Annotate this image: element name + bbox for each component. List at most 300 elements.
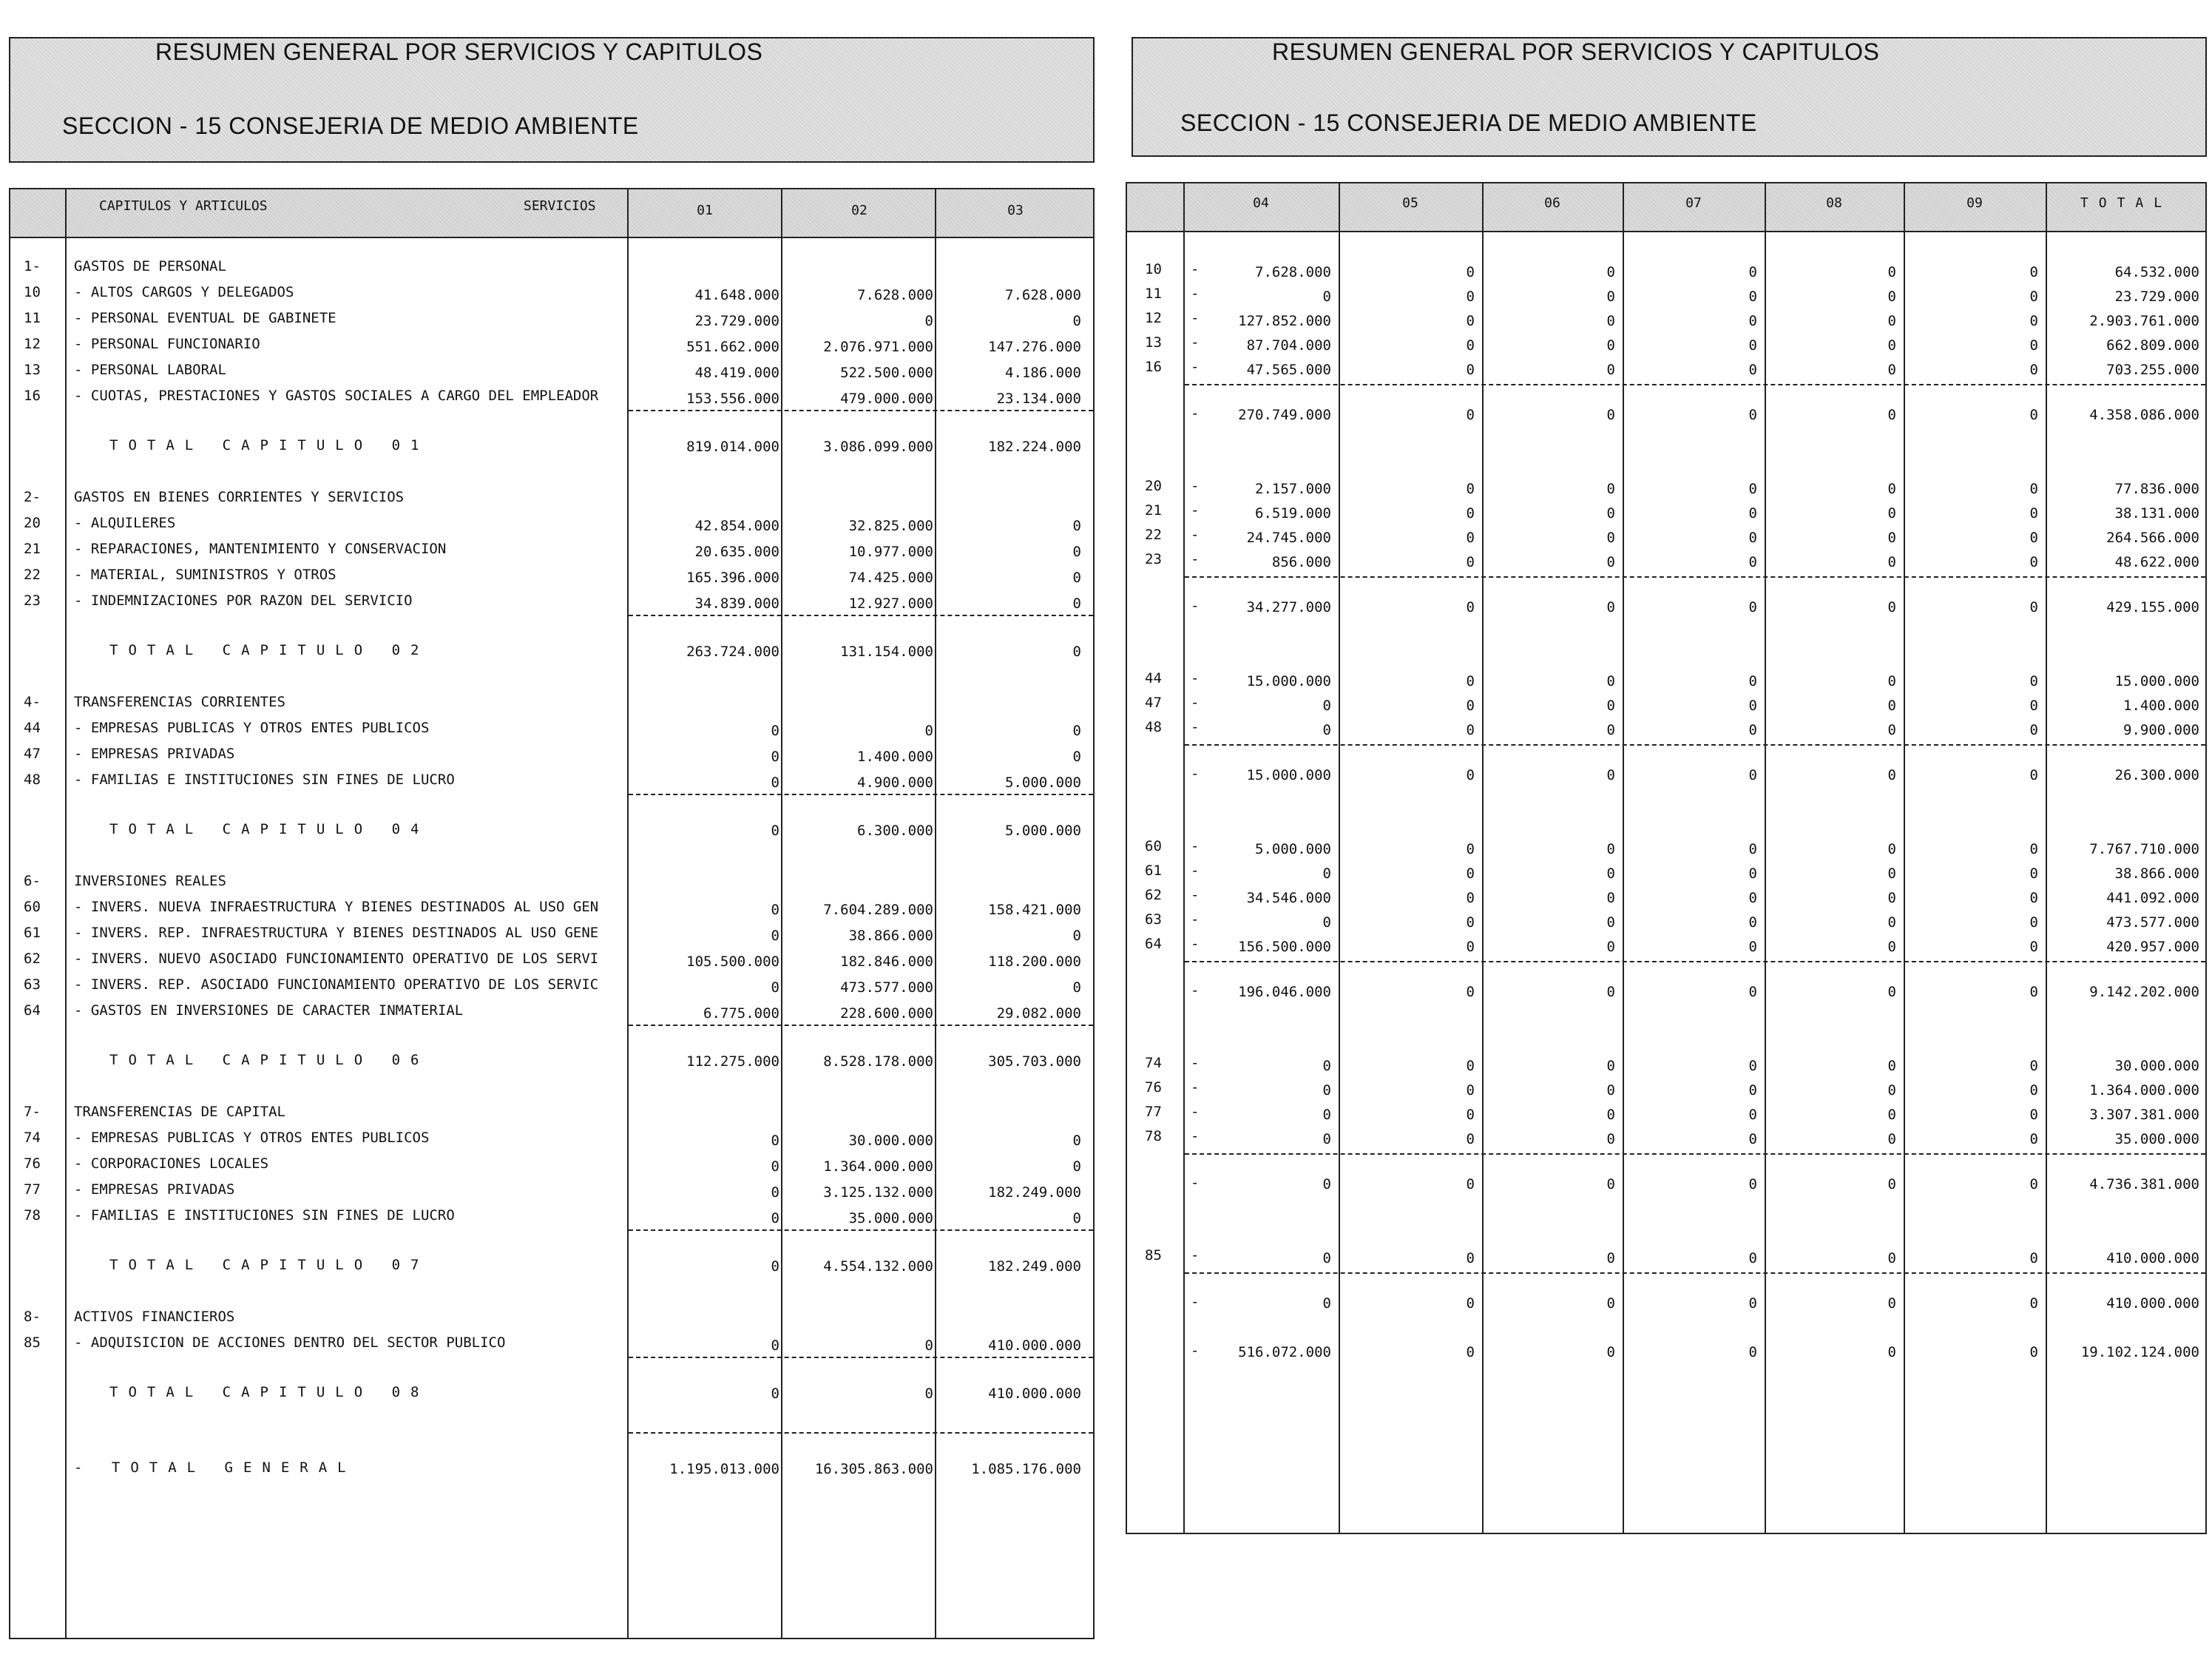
right-row-code: 12 — [1145, 310, 1162, 326]
right-total-value: 429.155.000 — [2106, 599, 2199, 615]
right-header-col: 09 — [1966, 195, 1983, 211]
left-row-value: 118.200.000 — [988, 954, 1081, 970]
right-row-value: 0 — [1748, 313, 1757, 329]
right-row-value: 0 — [1466, 865, 1475, 882]
right-total-dash: - — [1191, 598, 1200, 614]
left-row-label: - PERSONAL LABORAL — [74, 362, 226, 378]
right-total-value: 516.072.000 — [1238, 1344, 1331, 1360]
left-row-label: - ALQUILERES — [74, 515, 176, 531]
left-subtotal-rule — [629, 410, 1093, 411]
right-row-value: 38.131.000 — [2114, 505, 2199, 522]
right-row-value: 35.000.000 — [2114, 1131, 2199, 1147]
left-row-value: 38.866.000 — [848, 928, 933, 944]
right-total-dash: - — [1191, 766, 1200, 782]
left-table — [9, 188, 1095, 1639]
left-row-label: - INVERS. REP. INFRAESTRUCTURA Y BIENES DESTINADOS AL USO GENE — [74, 925, 599, 941]
left-row-value: 6.775.000 — [703, 1005, 779, 1022]
right-row-dash: - — [1191, 334, 1200, 351]
right-row-value: 0 — [1606, 1107, 1615, 1123]
right-total-dash: - — [1191, 982, 1200, 999]
right-row-value: 0 — [1606, 264, 1615, 280]
left-row-value: 153.556.000 — [686, 391, 779, 407]
right-total-value: 0 — [1748, 407, 1757, 423]
right-row-value: 0 — [1748, 288, 1757, 305]
right-row-dash: - — [1191, 1104, 1200, 1120]
left-row-code: 7- — [24, 1104, 41, 1120]
right-total-dash: - — [1191, 1294, 1200, 1310]
right-row-value: 0 — [1748, 1058, 1757, 1074]
right-row-dash: - — [1191, 478, 1200, 494]
left-total-value: 0 — [771, 823, 779, 839]
right-row-value: 0 — [1466, 914, 1475, 931]
left-row-value: 0 — [1072, 1158, 1081, 1175]
left-row-code: 63 — [24, 976, 41, 993]
right-row-value: 0 — [1606, 939, 1615, 955]
left-total-value: 1.195.013.000 — [669, 1461, 779, 1477]
left-row-code: 62 — [24, 951, 41, 967]
right-header-col: 07 — [1685, 195, 1702, 211]
right-header-col: 05 — [1402, 195, 1418, 211]
right-subtotal-rule — [1185, 576, 2205, 578]
left-row-value: 551.662.000 — [686, 339, 779, 355]
left-row-value: 74.425.000 — [848, 570, 933, 586]
right-row-value: 0 — [2029, 264, 2038, 280]
right-row-value: 87.704.000 — [1246, 337, 1331, 354]
right-row-value: 0 — [2029, 362, 2038, 378]
left-row-code: 21 — [24, 541, 41, 557]
left-row-value: 41.648.000 — [694, 287, 779, 303]
left-total-label: TOTAL CAPITULO 01 — [109, 437, 430, 453]
left-row-value: 0 — [1072, 570, 1081, 586]
right-row-dash: - — [1191, 1055, 1200, 1071]
left-row-value: 0 — [1072, 928, 1081, 944]
right-row-value: 0 — [1887, 313, 1896, 329]
right-row-value: 0 — [2029, 1250, 2038, 1266]
left-row-value: 23.134.000 — [996, 391, 1081, 407]
left-total-label: - TOTAL GENERAL — [74, 1459, 356, 1476]
right-row-value: 0 — [1466, 673, 1475, 689]
left-row-label: GASTOS DE PERSONAL — [74, 258, 226, 274]
right-row-value: 38.866.000 — [2114, 865, 2199, 882]
left-row-code: 8- — [24, 1309, 41, 1325]
left-row-code: 64 — [24, 1002, 41, 1019]
left-row-value: 23.729.000 — [694, 313, 779, 329]
left-row-value: 0 — [1072, 518, 1081, 534]
header-servicios: SERVICIOS — [524, 198, 596, 214]
right-row-value: 0 — [2029, 865, 2038, 882]
right-total-value: 0 — [1887, 984, 1896, 1000]
right-row-value: 0 — [1606, 1250, 1615, 1266]
right-row-value: 0 — [1606, 841, 1615, 857]
right-total-value: 0 — [1606, 1295, 1615, 1312]
right-total-value: 0 — [1748, 599, 1757, 615]
left-row-value: 0 — [771, 1184, 779, 1201]
right-row-dash: - — [1191, 1247, 1200, 1263]
right-row-code: 22 — [1145, 527, 1162, 543]
right-row-value: 0 — [1606, 865, 1615, 882]
right-total-value: 0 — [2029, 1344, 2038, 1360]
left-row-label: - INDEMNIZACIONES POR RAZON DEL SERVICIO — [74, 593, 413, 609]
right-row-dash: - — [1191, 359, 1200, 375]
left-row-value: 29.082.000 — [996, 1005, 1081, 1022]
left-divider-02 — [781, 189, 782, 1638]
right-row-value: 7.628.000 — [1255, 264, 1331, 280]
left-row-value: 522.500.000 — [840, 365, 933, 381]
left-row-value: 0 — [1072, 723, 1081, 739]
left-total-value: 4.554.132.000 — [823, 1258, 933, 1275]
right-row-value: 0 — [2029, 337, 2038, 354]
right-row-value: 0 — [2029, 1058, 2038, 1074]
right-row-value: 0 — [2029, 288, 2038, 305]
right-row-value: 0 — [1322, 914, 1331, 931]
right-total-value: 0 — [2029, 1176, 2038, 1192]
right-row-value: 0 — [2029, 722, 2038, 738]
left-total-value: 182.224.000 — [988, 439, 1081, 455]
left-row-code: 1- — [24, 258, 41, 274]
right-row-value: 1.364.000.000 — [2089, 1082, 2199, 1099]
left-row-value: 182.249.000 — [988, 1184, 1081, 1201]
left-row-value: 479.000.000 — [840, 391, 933, 407]
left-row-code: 12 — [24, 336, 41, 352]
right-total-dash: - — [1191, 1175, 1200, 1191]
left-subtotal-rule — [629, 1357, 1093, 1358]
right-row-value: 0 — [1887, 673, 1896, 689]
left-total-value: 3.086.099.000 — [823, 439, 933, 455]
left-total-value: 112.275.000 — [686, 1053, 779, 1070]
right-total-value: 0 — [1887, 407, 1896, 423]
right-total-value: 0 — [1606, 599, 1615, 615]
right-row-value: 64.532.000 — [2114, 264, 2199, 280]
right-subtotal-rule — [1185, 384, 2205, 385]
left-row-label: - EMPRESAS PRIVADAS — [74, 1181, 235, 1198]
right-row-value: 410.000.000 — [2106, 1250, 2199, 1266]
right-row-value: 0 — [1606, 288, 1615, 305]
left-total-label: TOTAL CAPITULO 02 — [109, 642, 430, 658]
right-row-value: 0 — [1466, 264, 1475, 280]
right-row-code: 78 — [1145, 1128, 1162, 1144]
right-total-value: 0 — [1748, 984, 1757, 1000]
right-total-value: 0 — [1887, 1344, 1896, 1360]
left-row-value: 4.900.000 — [857, 774, 933, 791]
right-row-dash: - — [1191, 286, 1200, 302]
left-row-value: 7.628.000 — [857, 287, 933, 303]
left-row-code: 60 — [24, 899, 41, 915]
right-row-dash: - — [1191, 719, 1200, 735]
left-row-code: 77 — [24, 1181, 41, 1198]
right-row-value: 0 — [1748, 554, 1757, 570]
right-row-value: 703.255.000 — [2106, 362, 2199, 378]
right-total-value: 0 — [1887, 599, 1896, 615]
left-row-value: 2.076.971.000 — [823, 339, 933, 355]
left-row-label: - CUOTAS, PRESTACIONES Y GASTOS SOCIALES A CARGO DEL EMPLEADOR — [74, 388, 599, 404]
header-col-02: 02 — [851, 203, 867, 218]
right-total-value: 0 — [1748, 1344, 1757, 1360]
right-row-value: 0 — [1748, 505, 1757, 522]
right-total-value: 0 — [1606, 1344, 1615, 1360]
left-row-value: 7.604.289.000 — [823, 902, 933, 918]
right-row-dash: - — [1191, 261, 1200, 277]
right-total-value: 0 — [1322, 1176, 1331, 1192]
right-row-value: 48.622.000 — [2114, 554, 2199, 570]
right-row-value: 0 — [1606, 1058, 1615, 1074]
right-divider-code — [1183, 183, 1185, 1533]
right-row-value: 0 — [1887, 530, 1896, 546]
left-row-label: - FAMILIAS E INSTITUCIONES SIN FINES DE LUCRO — [74, 1207, 455, 1224]
right-row-value: 0 — [1322, 1131, 1331, 1147]
left-row-value: 0 — [771, 1210, 779, 1226]
right-row-dash: - — [1191, 310, 1200, 326]
right-row-value: 0 — [2029, 505, 2038, 522]
right-row-value: 0 — [1322, 865, 1331, 882]
right-row-value: 0 — [1887, 1082, 1896, 1099]
left-total-value: 5.000.000 — [1005, 823, 1081, 839]
left-row-value: 32.825.000 — [848, 518, 933, 534]
left-total-value: 1.085.176.000 — [971, 1461, 1081, 1477]
right-row-value: 0 — [1887, 554, 1896, 570]
right-row-value: 0 — [1748, 264, 1757, 280]
left-row-value: 0 — [771, 902, 779, 918]
right-row-value: 0 — [1322, 698, 1331, 714]
right-row-value: 0 — [1606, 890, 1615, 906]
left-row-value: 35.000.000 — [848, 1210, 933, 1226]
right-seccion: SECCION - 15 CONSEJERIA DE MEDIO AMBIENTE — [1180, 109, 1757, 136]
right-total-value: 0 — [1466, 407, 1475, 423]
right-row-value: 7.767.710.000 — [2089, 841, 2199, 857]
right-row-value: 0 — [1466, 1058, 1475, 1074]
right-row-value: 156.500.000 — [1238, 939, 1331, 955]
right-row-value: 0 — [1606, 481, 1615, 497]
left-row-code: 48 — [24, 772, 41, 788]
left-row-value: 165.396.000 — [686, 570, 779, 586]
left-row-label: - ALTOS CARGOS Y DELEGADOS — [74, 284, 294, 300]
right-total-value: 410.000.000 — [2106, 1295, 2199, 1312]
right-row-code: 16 — [1145, 359, 1162, 375]
left-row-label: - INVERS. REP. ASOCIADO FUNCIONAMIENTO OPERATIVO DE LOS SERVIC — [74, 976, 599, 993]
right-row-value: 0 — [1887, 481, 1896, 497]
left-row-code: 6- — [24, 873, 41, 889]
right-row-value: 0 — [1748, 1131, 1757, 1147]
left-total-value: 8.528.178.000 — [823, 1053, 933, 1070]
left-row-value: 0 — [771, 1133, 779, 1149]
right-row-value: 0 — [1887, 288, 1896, 305]
right-row-value: 0 — [2029, 481, 2038, 497]
right-row-value: 0 — [1466, 698, 1475, 714]
left-row-value: 30.000.000 — [848, 1133, 933, 1149]
right-row-value: 0 — [2029, 841, 2038, 857]
right-table — [1126, 182, 2207, 1534]
right-row-value: 0 — [2029, 1107, 2038, 1123]
right-row-value: 0 — [1466, 337, 1475, 354]
right-row-code: 21 — [1145, 502, 1162, 519]
right-row-dash: - — [1191, 502, 1200, 519]
right-subtotal-rule — [1185, 744, 2205, 746]
left-row-value: 0 — [771, 979, 779, 996]
right-row-value: 0 — [1322, 1250, 1331, 1266]
right-row-value: 6.519.000 — [1255, 505, 1331, 522]
right-row-code: 13 — [1145, 334, 1162, 351]
right-row-value: 0 — [1322, 288, 1331, 305]
left-row-value: 10.977.000 — [848, 544, 933, 560]
left-row-value: 182.846.000 — [840, 954, 933, 970]
right-total-value: 0 — [1606, 984, 1615, 1000]
right-row-value: 2.157.000 — [1255, 481, 1331, 497]
left-row-value: 0 — [924, 1337, 933, 1354]
right-row-value: 30.000.000 — [2114, 1058, 2199, 1074]
left-row-value: 0 — [1072, 313, 1081, 329]
right-header-col: 08 — [1826, 195, 1842, 211]
right-header-col: 04 — [1253, 195, 1269, 211]
right-row-code: 63 — [1145, 911, 1162, 928]
right-row-code: 10 — [1145, 261, 1162, 277]
left-subtotal-rule — [629, 1025, 1093, 1026]
right-divider-05 — [1482, 183, 1484, 1533]
left-row-value: 4.186.000 — [1005, 365, 1081, 381]
right-divider-06 — [1623, 183, 1624, 1533]
left-row-value: 410.000.000 — [988, 1337, 1081, 1354]
left-divider-code — [65, 189, 67, 1638]
right-total-value: 0 — [2029, 767, 2038, 783]
left-total-value: 182.249.000 — [988, 1258, 1081, 1275]
right-total-value: 0 — [1466, 599, 1475, 615]
right-row-value: 0 — [1322, 722, 1331, 738]
right-row-value: 3.307.381.000 — [2089, 1107, 2199, 1123]
left-row-code: 4- — [24, 694, 41, 710]
left-row-value: 1.364.000.000 — [823, 1158, 933, 1175]
right-row-dash: - — [1191, 527, 1200, 543]
right-row-value: 0 — [1606, 337, 1615, 354]
right-row-value: 0 — [1466, 362, 1475, 378]
right-total-value: 0 — [1466, 1295, 1475, 1312]
right-row-dash: - — [1191, 911, 1200, 928]
left-row-label: - EMPRESAS PRIVADAS — [74, 746, 235, 762]
right-row-value: 0 — [1748, 865, 1757, 882]
left-divider-01 — [627, 189, 629, 1638]
right-row-value: 0 — [1748, 890, 1757, 906]
left-row-value: 20.635.000 — [694, 544, 779, 560]
right-row-value: 0 — [2029, 1082, 2038, 1099]
left-row-value: 147.276.000 — [988, 339, 1081, 355]
right-row-code: 47 — [1145, 695, 1162, 711]
right-row-value: 0 — [1887, 890, 1896, 906]
right-row-value: 0 — [1466, 722, 1475, 738]
right-row-value: 0 — [1466, 1082, 1475, 1099]
left-row-label: ACTIVOS FINANCIEROS — [74, 1309, 235, 1325]
right-row-dash: - — [1191, 887, 1200, 903]
left-total-label: TOTAL CAPITULO 06 — [109, 1052, 430, 1068]
right-row-value: 23.729.000 — [2114, 288, 2199, 305]
left-row-value: 0 — [1072, 1133, 1081, 1149]
left-total-value: 819.014.000 — [686, 439, 779, 455]
left-row-value: 0 — [924, 723, 933, 739]
left-title: RESUMEN GENERAL POR SERVICIOS Y CAPITULOS — [155, 38, 763, 65]
right-row-value: 0 — [1887, 722, 1896, 738]
left-row-label: - REPARACIONES, MANTENIMIENTO Y CONSERVACION — [74, 541, 447, 557]
right-row-value: 0 — [1887, 362, 1896, 378]
right-row-dash: - — [1191, 551, 1200, 567]
right-row-dash: - — [1191, 838, 1200, 854]
right-total-value: 15.000.000 — [1246, 767, 1331, 783]
left-row-value: 0 — [771, 723, 779, 739]
left-row-value: 0 — [771, 774, 779, 791]
left-total-value: 0 — [924, 1386, 933, 1402]
right-total-dash: - — [1191, 1343, 1200, 1359]
right-row-code: 74 — [1145, 1055, 1162, 1071]
right-total-value: 0 — [2029, 599, 2038, 615]
right-row-value: 0 — [1887, 1250, 1896, 1266]
left-row-value: 0 — [771, 749, 779, 765]
right-row-value: 0 — [1466, 288, 1475, 305]
right-row-value: 0 — [2029, 914, 2038, 931]
left-total-value: 0 — [771, 1386, 779, 1402]
left-total-value: 6.300.000 — [857, 823, 933, 839]
right-total-value: 0 — [1748, 1295, 1757, 1312]
left-row-value: 5.000.000 — [1005, 774, 1081, 791]
right-row-value: 0 — [1887, 865, 1896, 882]
right-row-value: 0 — [1606, 673, 1615, 689]
right-row-value: 0 — [1466, 505, 1475, 522]
left-row-value: 48.419.000 — [694, 365, 779, 381]
right-row-value: 0 — [1606, 698, 1615, 714]
right-total-value: 0 — [1466, 1176, 1475, 1192]
right-row-dash: - — [1191, 863, 1200, 879]
right-row-code: 64 — [1145, 936, 1162, 952]
right-row-value: 0 — [1748, 530, 1757, 546]
right-header-col: 06 — [1544, 195, 1560, 211]
right-total-value: 0 — [1887, 1176, 1896, 1192]
right-total-value: 34.277.000 — [1246, 599, 1331, 615]
right-row-dash: - — [1191, 1079, 1200, 1096]
right-row-value: 0 — [1748, 939, 1757, 955]
right-row-value: 0 — [1322, 1082, 1331, 1099]
right-row-value: 0 — [1887, 1058, 1896, 1074]
right-divider-09 — [2046, 183, 2047, 1533]
right-row-value: 9.900.000 — [2123, 722, 2199, 738]
right-row-value: 0 — [1887, 914, 1896, 931]
right-title-banner — [1132, 37, 2207, 157]
left-row-value: 7.628.000 — [1005, 287, 1081, 303]
right-row-value: 15.000.000 — [1246, 673, 1331, 689]
right-row-value: 264.566.000 — [2106, 530, 2199, 546]
right-total-value: 0 — [2029, 407, 2038, 423]
left-row-label: TRANSFERENCIAS DE CAPITAL — [74, 1104, 285, 1120]
right-total-value: 196.046.000 — [1238, 984, 1331, 1000]
left-row-label: - INVERS. NUEVO ASOCIADO FUNCIONAMIENTO OPERATIVO DE LOS SERVI — [74, 951, 599, 967]
left-row-value: 0 — [1072, 544, 1081, 560]
left-row-label: - MATERIAL, SUMINISTROS Y OTROS — [74, 567, 336, 583]
left-row-code: 23 — [24, 593, 41, 609]
left-row-value: 473.577.000 — [840, 979, 933, 996]
left-row-value: 3.125.132.000 — [823, 1184, 933, 1201]
right-total-value: 0 — [1466, 984, 1475, 1000]
left-row-label: GASTOS EN BIENES CORRIENTES Y SERVICIOS — [74, 489, 405, 505]
right-row-value: 0 — [1887, 939, 1896, 955]
right-row-value: 0 — [1887, 698, 1896, 714]
right-row-value: 420.957.000 — [2106, 939, 2199, 955]
left-row-value: 0 — [1072, 1210, 1081, 1226]
left-total-value: 410.000.000 — [988, 1386, 1081, 1402]
left-row-label: - CORPORACIONES LOCALES — [74, 1155, 269, 1172]
right-row-value: 0 — [1887, 337, 1896, 354]
left-row-value: 228.600.000 — [840, 1005, 933, 1022]
right-row-value: 0 — [1466, 1107, 1475, 1123]
right-total-value: 0 — [1748, 767, 1757, 783]
right-row-value: 0 — [1748, 698, 1757, 714]
left-row-value: 0 — [924, 313, 933, 329]
right-divider-08 — [1904, 183, 1905, 1533]
left-total-value: 305.703.000 — [988, 1053, 1081, 1070]
left-row-label: - PERSONAL EVENTUAL DE GABINETE — [74, 310, 336, 326]
header-capitulos: CAPITULOS Y ARTICULOS — [99, 198, 268, 214]
